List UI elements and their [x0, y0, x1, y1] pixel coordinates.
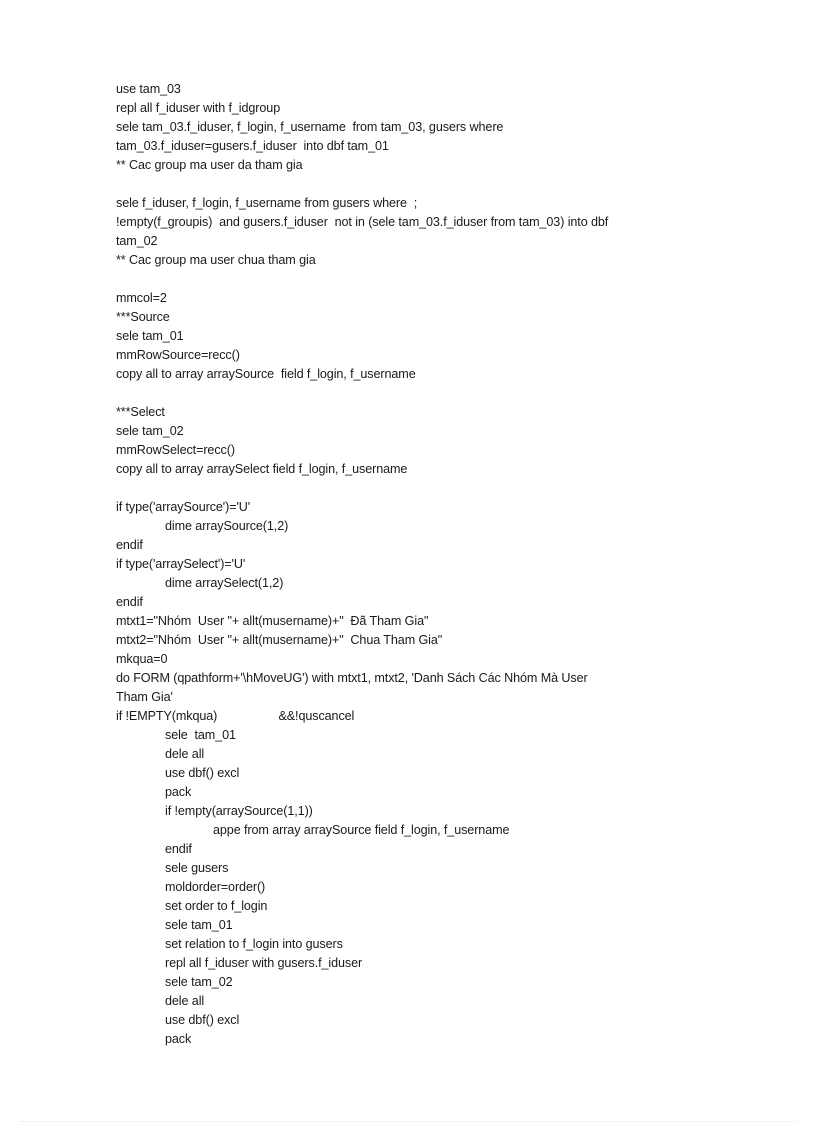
- blank-line: [116, 175, 736, 194]
- code-line: sele tam_02: [116, 424, 184, 438]
- code-line: pack: [165, 785, 192, 799]
- blank-line: [116, 270, 736, 289]
- code-line: ***Source: [116, 310, 170, 324]
- code-line: mmcol=2: [116, 291, 167, 305]
- code-line: sele gusers: [165, 861, 229, 875]
- blank-line: [116, 479, 736, 498]
- code-line: endif: [165, 842, 192, 856]
- code-line: dime arraySelect(1,2): [165, 576, 284, 590]
- code-line: if type('arraySource')='U': [116, 500, 251, 514]
- code-line: ** Cac group ma user chua tham gia: [116, 253, 316, 267]
- code-line: copy all to array arraySelect field f_login, f_username: [116, 462, 408, 476]
- code-line: mtxt2="Nhóm User "+ allt(musername)+" Chua Tham Gia": [116, 633, 443, 647]
- code-line: mkqua=0: [116, 652, 168, 666]
- code-line: tam_03.f_iduser=gusers.f_iduser into dbf tam_01: [116, 139, 389, 153]
- code-line: sele f_iduser, f_login, f_username from gusers where ;: [116, 196, 418, 210]
- code-line: if !EMPTY(mkqua) &&!quscancel: [116, 709, 355, 723]
- code-line: !empty(f_groupis) and gusers.f_iduser not in (sele tam_03.f_iduser from tam_03) into dbf: [116, 215, 609, 229]
- code-line: appe from array arraySource field f_login, f_username: [213, 823, 510, 837]
- code-line: sele tam_03.f_iduser, f_login, f_username from tam_03, gusers where: [116, 120, 504, 134]
- code-line: use dbf() excl: [165, 766, 240, 780]
- code-line: ** Cac group ma user da tham gia: [116, 158, 303, 172]
- code-line: endif: [116, 538, 143, 552]
- code-line: dime arraySource(1,2): [165, 519, 289, 533]
- code-line: sele tam_02: [165, 975, 233, 989]
- code-line: do FORM (qpathform+'\hMoveUG') with mtxt1, mtxt2, 'Danh Sách Các Nhóm Mà User: [116, 671, 588, 685]
- code-line: if type('arraySelect')='U': [116, 557, 246, 571]
- blank-line: [116, 384, 736, 403]
- code-line: sele tam_01: [165, 728, 236, 742]
- code-line: endif: [116, 595, 143, 609]
- code-line: pack: [165, 1032, 192, 1046]
- code-line: mmRowSource=recc(): [116, 348, 240, 362]
- code-line: set order to f_login: [165, 899, 268, 913]
- code-line: sele tam_01: [116, 329, 184, 343]
- code-line: mmRowSelect=recc(): [116, 443, 235, 457]
- code-line: dele all: [165, 747, 205, 761]
- code-line: mtxt1="Nhóm User "+ allt(musername)+" Đã Tham Gia": [116, 614, 429, 628]
- code-line: dele all: [165, 994, 205, 1008]
- code-line: set relation to f_login into gusers: [165, 937, 343, 951]
- code-line: sele tam_01: [165, 918, 233, 932]
- code-line: use dbf() excl: [165, 1013, 240, 1027]
- code-line: if !empty(arraySource(1,1)): [165, 804, 313, 818]
- page-bottom-divider: [20, 1121, 796, 1122]
- code-line: tam_02: [116, 234, 158, 248]
- code-listing: [116, 80, 736, 1049]
- code-line: use tam_03: [116, 82, 181, 96]
- code-line: moldorder=order(): [165, 880, 266, 894]
- code-line: copy all to array arraySource field f_login, f_username: [116, 367, 416, 381]
- code-line: ***Select: [116, 405, 165, 419]
- code-line: Tham Gia': [116, 690, 173, 704]
- code-line: repl all f_iduser with f_idgroup: [116, 101, 281, 115]
- code-line: repl all f_iduser with gusers.f_iduser: [165, 956, 363, 970]
